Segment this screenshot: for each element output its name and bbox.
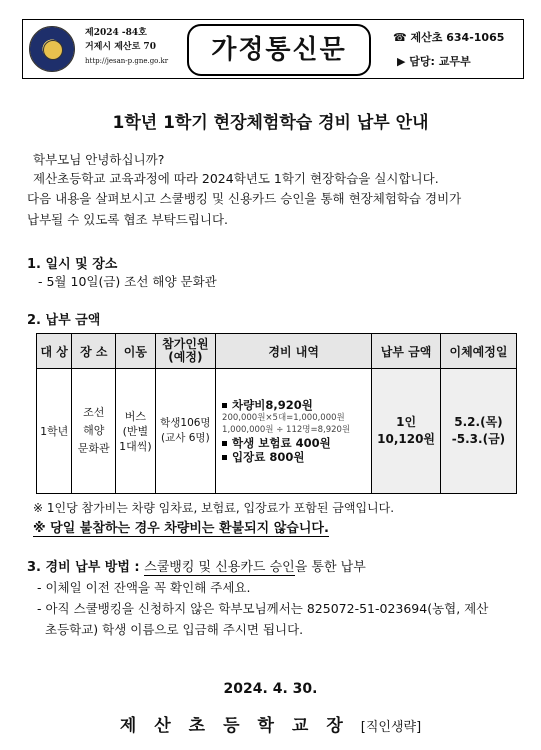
bullet-icon bbox=[222, 403, 227, 408]
calc-line-2: 1,000,000원 ÷ 112명=8,920원 bbox=[222, 425, 351, 435]
cell-amount: 1인 10,120원 bbox=[372, 369, 441, 494]
issue-number: 제2024 -84호 bbox=[85, 28, 147, 38]
header-transport: 이동 bbox=[116, 334, 156, 369]
insurance-fee: 학생 보험료 400원 bbox=[232, 436, 331, 450]
department: ▶ 담당: 교무부 bbox=[397, 55, 471, 68]
bullet-icon bbox=[222, 455, 227, 460]
note-2-text: ※ 당일 불참하는 경우 차량비는 환불되지 않습니다. bbox=[33, 521, 329, 536]
intro-line-2: 제산초등학교 교육과정에 따라 2024학년도 1학기 현장학습을 실시합니다. bbox=[33, 171, 439, 186]
cell-participants: 학생106명 (교사 6명) bbox=[155, 369, 215, 494]
header-participants: 참가인원 (예정) bbox=[155, 334, 215, 369]
cell-transport: 버스 (반별 1대씩) bbox=[116, 369, 156, 494]
seal-omitted: [직인생략] bbox=[360, 720, 422, 735]
page-title: 1학년 1학기 현장체험학습 경비 납부 안내 bbox=[112, 113, 429, 133]
header-target: 대 상 bbox=[37, 334, 72, 369]
section-3-title bbox=[27, 557, 366, 578]
section-3-method: 스쿨뱅킹 및 신용카드 승인 bbox=[144, 560, 295, 575]
vehicle-fee: 차량비8,920원 bbox=[232, 398, 313, 412]
admission-item bbox=[222, 450, 371, 464]
cell-place: 조선 해양 문화관 bbox=[72, 369, 116, 494]
section-3-prefix: 3. 경비 납부 방법 : bbox=[27, 560, 145, 575]
letter-header bbox=[22, 19, 524, 79]
note-1: ※ 1인당 참가비는 차량 임차료, 보험료, 입장료가 포함된 금액입니다. bbox=[33, 501, 395, 515]
intro-line-3: 다음 내용을 살펴보시고 스쿨뱅킹 및 신용카드 승인을 통해 현장체험학습 경비가 bbox=[27, 191, 462, 206]
cell-target: 1학년 bbox=[37, 369, 72, 494]
cell-transfer-date: 5.2.(목) -5.3.(금) bbox=[440, 369, 516, 494]
header-amount: 납부 금액 bbox=[372, 334, 441, 369]
section-1-title: 1. 일시 및 장소 bbox=[27, 257, 118, 272]
intro-line-4: 납부될 수 있도록 협조 부탁드립니다. bbox=[27, 212, 228, 227]
newsletter-title: 가정통신문 bbox=[187, 24, 371, 76]
header-expense-detail: 경비 내역 bbox=[216, 334, 372, 369]
table-row bbox=[37, 369, 517, 494]
issue-date: 2024. 4. 30. bbox=[223, 681, 318, 697]
note-2 bbox=[33, 518, 329, 539]
issue-info bbox=[85, 26, 168, 68]
intro-greeting: 학부모님 안녕하십니까? bbox=[33, 152, 165, 167]
header-transfer-date: 이체예정일 bbox=[440, 334, 516, 369]
school-url: http://jesan-p.gne.go.kr bbox=[85, 57, 169, 65]
school-address: 거제시 제산로 70 bbox=[85, 42, 156, 52]
cell-expense-detail bbox=[216, 369, 372, 494]
school-principal: 제산초등학교장 bbox=[119, 716, 361, 736]
section-3-suffix: 을 통한 납부 bbox=[294, 560, 366, 575]
section-3-line-2: - 아직 스쿨뱅킹을 신청하지 않은 학부모님께서는 825072-51-023694(농협, 제산 bbox=[37, 601, 489, 616]
school-emblem-icon bbox=[29, 26, 75, 72]
vehicle-fee-item bbox=[222, 398, 371, 412]
calc-line-1: 200,000원×5대=1,000,000원 bbox=[222, 413, 345, 423]
section-2-title: 2. 납부 금액 bbox=[27, 313, 101, 328]
table-header-row bbox=[37, 334, 517, 369]
section-1-content: - 5월 10일(금) 조선 해양 문화관 bbox=[38, 274, 217, 289]
emblem-center bbox=[43, 40, 63, 60]
section-3-line-1: - 이체일 이전 잔액을 꼭 확인해 주세요. bbox=[37, 580, 251, 595]
fee-table bbox=[36, 333, 517, 494]
section-3-line-3: 초등학교) 학생 이름으로 입금해 주시면 됩니다. bbox=[45, 622, 304, 637]
bullet-icon bbox=[222, 441, 227, 446]
admission-fee: 입장료 800원 bbox=[232, 450, 305, 464]
header-place: 장 소 bbox=[72, 334, 116, 369]
insurance-item bbox=[222, 436, 371, 450]
signature bbox=[0, 711, 541, 736]
contact-phone: ☎ 제산초 634-1065 bbox=[393, 31, 505, 44]
